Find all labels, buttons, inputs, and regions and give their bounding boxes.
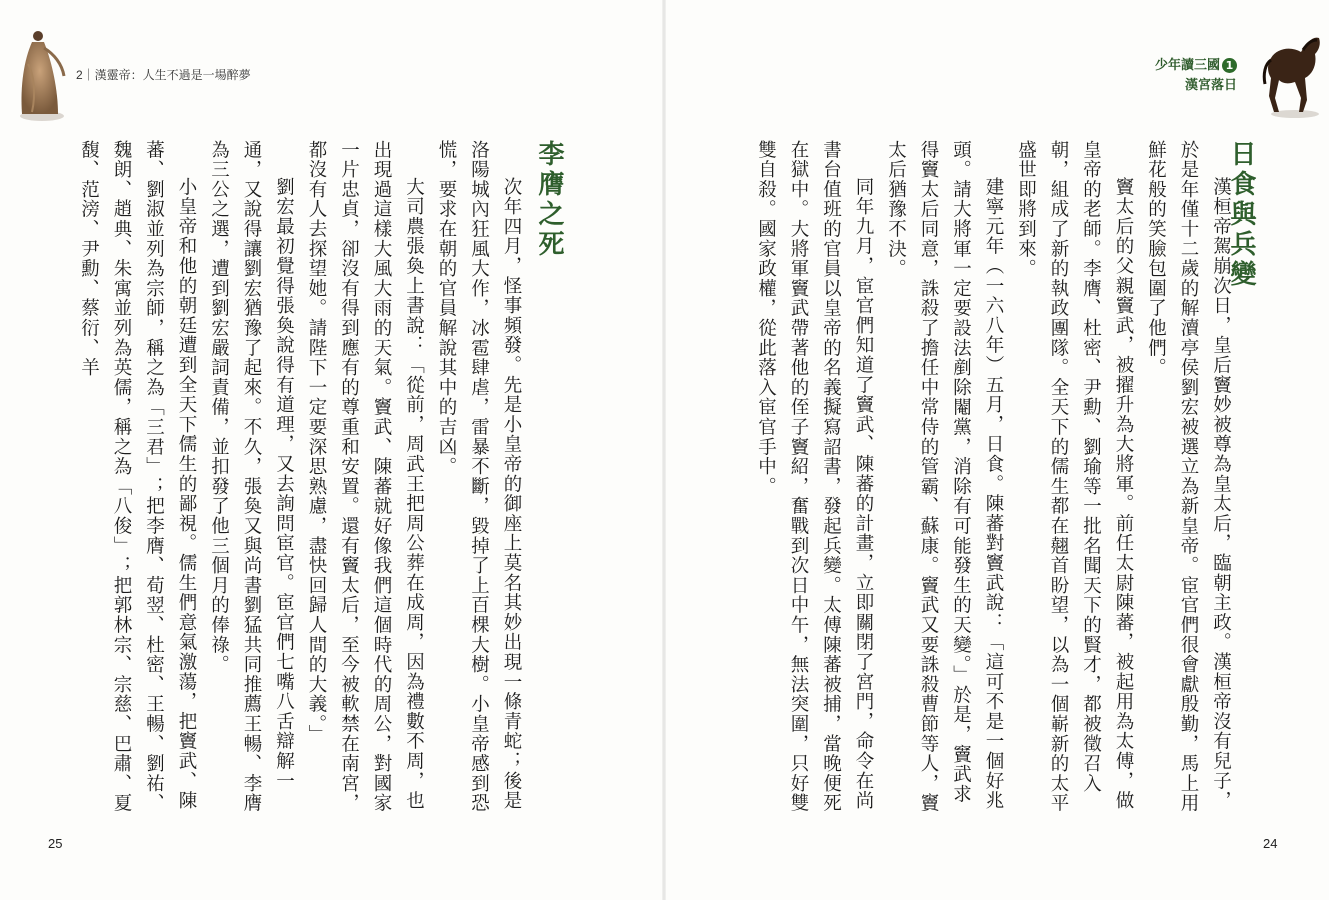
paragraph: 小皇帝和他的朝廷遭到全天下儒生的鄙視。儒生們意氣激蕩，把竇武、陳蕃、劉淑並列為宗師，稱之為「三君」；把李膺、荀翌、杜密、王暢、劉祐、魏朗、趙典、朱寓並列為英儒，稱之為「八俊」；把郭林宗、宗慈、巴肅、夏馥、范滂、尹勳、蔡衍、羊	[78, 140, 197, 814]
series-header	[1155, 56, 1237, 96]
figure-in-robe-icon	[14, 24, 70, 124]
page-number: 24	[1263, 836, 1278, 851]
volume-badge: 1	[1222, 58, 1237, 73]
paragraph: 大司農張奐上書說：「從前，周武王把周公葬在成周，因為禮數不周，也出現過這樣大風大雨的天氣。竇武、陳蕃就好像我們這個時代的周公，對國家一片忠貞，卻沒有得到應有的尊重和安置。還有竇太后，至今被軟禁在南宮，都沒有人去探望她。請陛下一定要深思熟慮，盡快回歸人間的大義。」	[306, 140, 425, 814]
right-body	[749, 140, 1232, 820]
galloping-horse-icon	[1261, 28, 1329, 120]
section-heading: 李膺之死	[534, 140, 564, 260]
right-body-text	[749, 140, 1237, 820]
left-page	[0, 0, 664, 900]
paragraph: 同年九月，宦官們知道了竇武、陳蕃的計畫，立即關閉了宮門，命令在尚書台值班的官員以皇帝的名義擬寫詔書，發起兵變。太傅陳蕃被捕，當晚便死在獄中。大將軍竇武帶著他的侄子竇紹，奮戰到次日中午，無法突圍，只好雙雙自殺。國家政權，從此落入宦官手中。	[755, 140, 874, 814]
page-number: 25	[48, 836, 63, 851]
left-body-text	[72, 140, 527, 820]
volume-title: 漢宮落日	[1184, 78, 1237, 93]
paragraph: 劉宏最初覺得張奐說得有道理，又去詢問宦官。宦官們七嘴八舌辯解一通，又說得讓劉宏猶豫了起來。不久，張奐又與尚書劉猛共同推薦王暢、李膺為三公之選，遭到劉宏嚴詞責備，並扣發了他三個月的俸祿。	[208, 140, 295, 814]
paragraph: 漢桓帝駕崩次日，皇后竇妙被尊為皇太后，臨朝主政。漢桓帝沒有兒子，於是年僅十二歲的解瀆亭侯劉宏被選立為新皇帝。宦官們很會獻殷勤，馬上用鮮花般的笑臉包圍了他們。	[1145, 140, 1232, 814]
series-title: 少年讀三國	[1154, 58, 1220, 73]
running-head: 2｜漢靈帝：人生不過是一場醉夢	[76, 68, 251, 82]
paragraph: 建寧元年（一六八年）五月，日食。陳蕃對竇武說：「這可不是一個好兆頭。請大將軍一定要設法剷除閹黨，消除有可能發生的天變。」於是，竇武求得竇太后同意，誅殺了擔任中常侍的管霸、蘇康。竇武又要誅殺曹節等人，竇太后猶豫不決。	[885, 140, 1004, 814]
left-body	[72, 140, 522, 820]
right-page	[665, 0, 1329, 900]
paragraph: 竇太后的父親竇武，被擢升為大將軍。前任太尉陳蕃，被起用為太傅，做皇帝的老師。李膺、杜密、尹勳、劉瑜等一批名聞天下的賢才，都被徵召入朝，組成了新的執政團隊。全天下的儒生都在翹首盼望，以為一個嶄新的太平盛世即將到來。	[1015, 140, 1134, 814]
paragraph: 次年四月，怪事頻發。先是小皇帝的御座上莫名其妙出現一條青蛇；後是洛陽城內狂風大作，冰雹肆虐，雷暴不斷，毀掉了上百棵大樹。小皇帝感到恐慌，要求在朝的官員解說其中的吉凶。	[436, 140, 522, 814]
section-heading: 日食與兵變	[1226, 140, 1256, 290]
